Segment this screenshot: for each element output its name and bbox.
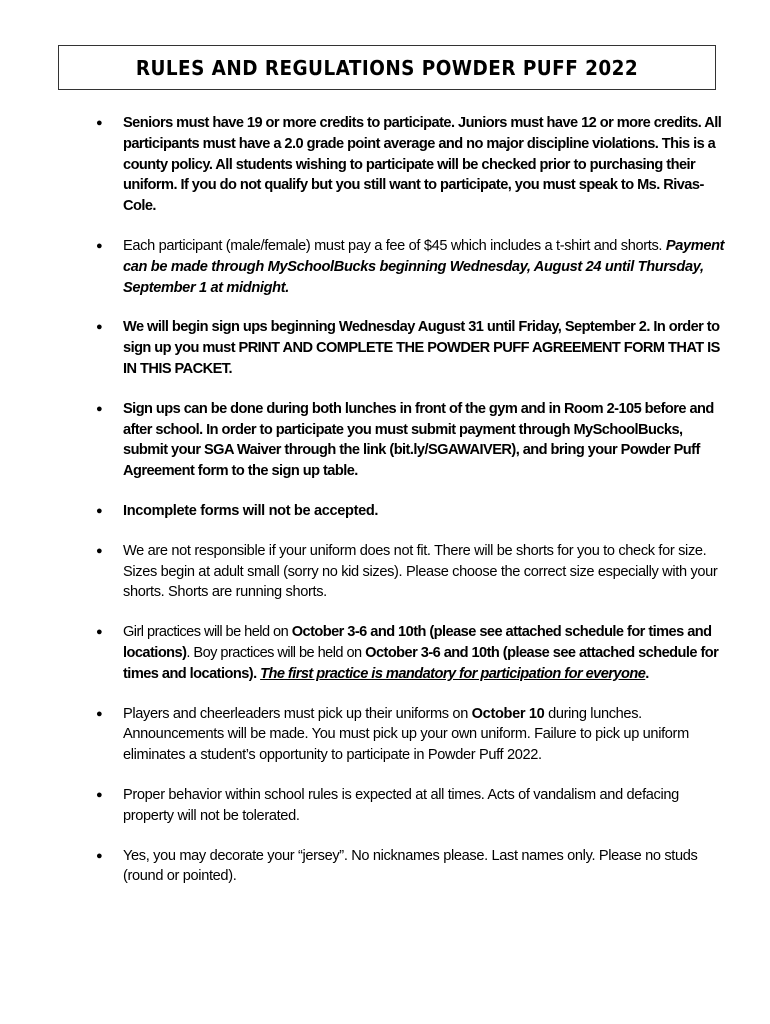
rule-text: during lunches. Announcements will be made. You must pick up your own uniform. Failure to pick up uniform eliminates a student’s opportunity to participate in Powder Puff 2022. bbox=[123, 705, 689, 764]
rule-text-bold: . bbox=[645, 665, 649, 682]
rule-text: We are not responsible if your uniform does not fit. There will be shorts for you to check for size. Sizes begin at adult small (sorry no kid sizes). Please choose the correct size especially with your shorts. Shorts are running shorts. bbox=[123, 542, 718, 601]
rule-item-fee bbox=[96, 236, 726, 298]
rule-text: Seniors must have 19 or more credits to participate. Juniors must have 12 or more credits. All participants must have a 2.0 grade point average and no major discipline violations. This is a county policy. All students wishing to participate will be checked prior to purchasing their uniform. If you do not qualify but you still want to participate, you must speak to Ms. Rivas-Cole. bbox=[123, 115, 722, 215]
bullet-icon: ● bbox=[96, 544, 103, 557]
rule-item-sign-ups-dates bbox=[96, 317, 726, 379]
rule-item-incomplete-forms bbox=[96, 501, 726, 522]
bullet-icon: ● bbox=[96, 321, 103, 334]
rule-item-eligibility bbox=[96, 113, 726, 217]
bullet-icon: ● bbox=[96, 504, 103, 517]
rule-text: Sign ups can be done during both lunches in front of the gym and in Room 2-105 before and after school. In order to participate you must submit payment through MySchoolBucks, submit your SGA Waiver through the link (bit.ly/SGAWAIVER), and bring your Powder Puff Agreement form to the sign up table. bbox=[123, 400, 714, 480]
rules-list bbox=[96, 113, 726, 906]
rule-text-bold: October 10 bbox=[471, 705, 545, 722]
bullet-icon: ● bbox=[96, 402, 103, 415]
bullet-icon: ● bbox=[96, 117, 103, 129]
bullet-icon: ● bbox=[96, 707, 103, 720]
rule-text: Players and cheerleaders must pick up their uniforms on bbox=[123, 705, 472, 722]
rule-text: . Boy practices will be held on bbox=[186, 644, 366, 661]
rule-text-bold: October 3-6 and 10th (please see attached schedule for times and locations). bbox=[123, 644, 719, 682]
rule-item-sign-ups-location bbox=[96, 399, 726, 482]
rule-item-behavior bbox=[96, 785, 726, 827]
rule-text: Girl practices will be held on bbox=[123, 624, 292, 641]
rule-item-uniform-pickup bbox=[96, 704, 726, 766]
rule-item-uniform-fit bbox=[96, 541, 726, 603]
rule-text: Yes, you may decorate your “jersey”. No nicknames please. Last names only. Please no studs (round or pointed). bbox=[123, 847, 698, 885]
title-box bbox=[58, 45, 716, 90]
rule-text: Proper behavior within school rules is expected at all times. Acts of vandalism and defacing property will not be tolerated. bbox=[123, 786, 679, 824]
rule-text: Each participant (male/female) must pay a fee of $45 which includes a t-shirt and shorts. bbox=[123, 237, 666, 254]
rule-item-practices bbox=[96, 622, 726, 684]
bullet-icon: ● bbox=[96, 239, 103, 252]
rule-item-jersey bbox=[96, 846, 726, 888]
rule-text: Incomplete forms will not be accepted. bbox=[123, 502, 379, 519]
rule-text-bold: October 3-6 and 10th (please see attached schedule for times and locations) bbox=[123, 624, 712, 661]
bullet-icon: ● bbox=[96, 788, 103, 801]
rule-text-emphasis: Payment can be made through MySchoolBucks beginning Wednesday, August 24 until Thursday, September 1 at midnight. bbox=[123, 237, 725, 296]
rule-text-mandatory: The first practice is mandatory for participation for everyone bbox=[260, 665, 646, 682]
bullet-icon: ● bbox=[96, 626, 103, 639]
bullet-icon: ● bbox=[96, 849, 103, 862]
rule-text: We will begin sign ups beginning Wednesday August 31 until Friday, September 2. In order to sign up you must PRINT AND COMPLETE THE POWDER PUFF AGREEMENT FORM THAT IS IN THIS PACKET. bbox=[123, 319, 720, 377]
page-title: RULES AND REGULATIONS POWDER PUFF 2022 bbox=[135, 55, 639, 80]
